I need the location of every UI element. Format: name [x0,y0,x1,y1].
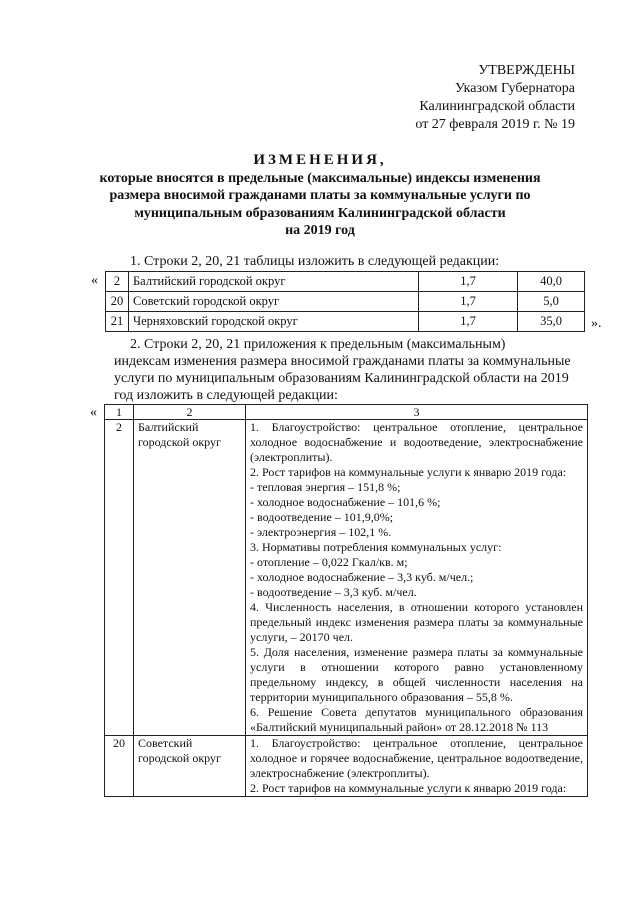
item-2-line: индексам изменения размера вносимой гражданами платы за коммунальные [114,354,571,369]
column-header: 1 [105,405,134,420]
table1-close-quote: ». [591,316,602,331]
item-2-text [114,336,592,404]
detail-line: 3. Нормативы потребления коммунальных услуг: [250,540,502,554]
table-row [105,736,588,797]
district-details [246,420,588,736]
item-2-line: 2. Строки 2, 20, 21 приложения к предельным (максимальным) [130,337,506,352]
share-value: 40,0 [518,272,585,292]
detail-line: - холодное водоснабжение – 3,3 куб. м/чел.; [250,570,474,584]
title-line: муниципальным образованиям Калининградской области [134,205,506,221]
approval-line-2: Указом Губернатора [454,81,575,96]
approval-line-1: УТВЕРЖДЕНЫ [478,63,575,78]
detail-line: 1. Благоустройство: центральное отопление, центральное холодное водоснабжение и водоотведение, электроснабжение (электроплиты). [250,420,583,464]
district-name: Советский городской округ [129,292,419,312]
district-name: Черняховский городской округ [129,312,419,332]
detail-line: - водоотведение – 101,9,0%; [250,510,394,524]
detail-line: - тепловая энергия – 151,8 %; [250,480,401,494]
table-row [106,312,585,332]
detail-line: - отопление – 0,022 Гкал/кв. м; [250,555,408,569]
table-row [106,272,585,292]
column-header: 2 [134,405,246,420]
row-number: 2 [105,420,134,736]
index-value: 1,7 [419,312,518,332]
table-row [106,292,585,312]
district-details [246,736,588,797]
row-number: 20 [105,736,134,797]
approval-line-3: Калининградской области [419,99,575,114]
document-title [60,152,580,240]
row-number: 21 [106,312,129,332]
share-value: 35,0 [518,312,585,332]
approval-line-4: от 27 февраля 2019 г. № 19 [415,117,575,132]
row-number: 2 [106,272,129,292]
table-header-row [105,405,588,420]
column-header: 3 [246,405,588,420]
detail-line: 2. Рост тарифов на коммунальные услуги к январю 2019 года: [250,465,567,479]
detail-line: 6. Решение Совета депутатов муниципального образования «Балтийский муниципальный район» от 28.12.2018 № 113 [250,705,583,734]
item-2-line: год изложить в следующей редакции: [114,388,338,403]
table1-open-quote: « [91,273,98,288]
title-line: которые вносятся в предельные (максимальные) индексы изменения [99,170,541,186]
title-line: на 2019 год [285,223,355,238]
title-line: размера вносимой гражданами платы за коммунальные услуги по [109,188,531,203]
detail-line: 4. Численность населения, в отношении которого установлен предельный индекс изменения размера платы за коммунальные услуги, – 20170 чел. [250,600,583,644]
detail-line: 2. Рост тарифов на коммунальные услуги к январю 2019 года: [250,781,567,795]
table2-open-quote: « [90,405,97,420]
table-2 [104,404,588,797]
item-1-text: 1. Строки 2, 20, 21 таблицы изложить в следующей редакции: [130,254,500,269]
index-value: 1,7 [419,272,518,292]
detail-line: 5. Доля населения, изменение размера платы за коммунальные услуги в отношении которого равно установленному предельному индексу, в общей численности населения на территории муниципального образования – 55,8 %. [250,645,583,704]
detail-line: 1. Благоустройство: центральное отопление, центральное холодное и горячее водоснабжение, центральное водоотведение, электроснабжение (электроплиты). [250,736,583,780]
item-2-line: услуги по муниципальным образованиям Калининградской области на 2019 [114,371,569,386]
district-name: Балтийский городской округ [134,420,246,736]
detail-line: - электроэнергия – 102,1 %. [250,525,392,539]
table-row [105,420,588,736]
row-number: 20 [106,292,129,312]
detail-line: - водоотведение – 3,3 куб. м/чел. [250,585,417,599]
district-name: Балтийский городской округ [129,272,419,292]
district-name: Советский городской округ [134,736,246,797]
detail-line: - холодное водоснабжение – 101,6 %; [250,495,441,509]
title-heading: ИЗМЕНЕНИЯ, [253,152,387,168]
table-1 [105,271,585,332]
approval-block [350,62,575,134]
share-value: 5,0 [518,292,585,312]
index-value: 1,7 [419,292,518,312]
